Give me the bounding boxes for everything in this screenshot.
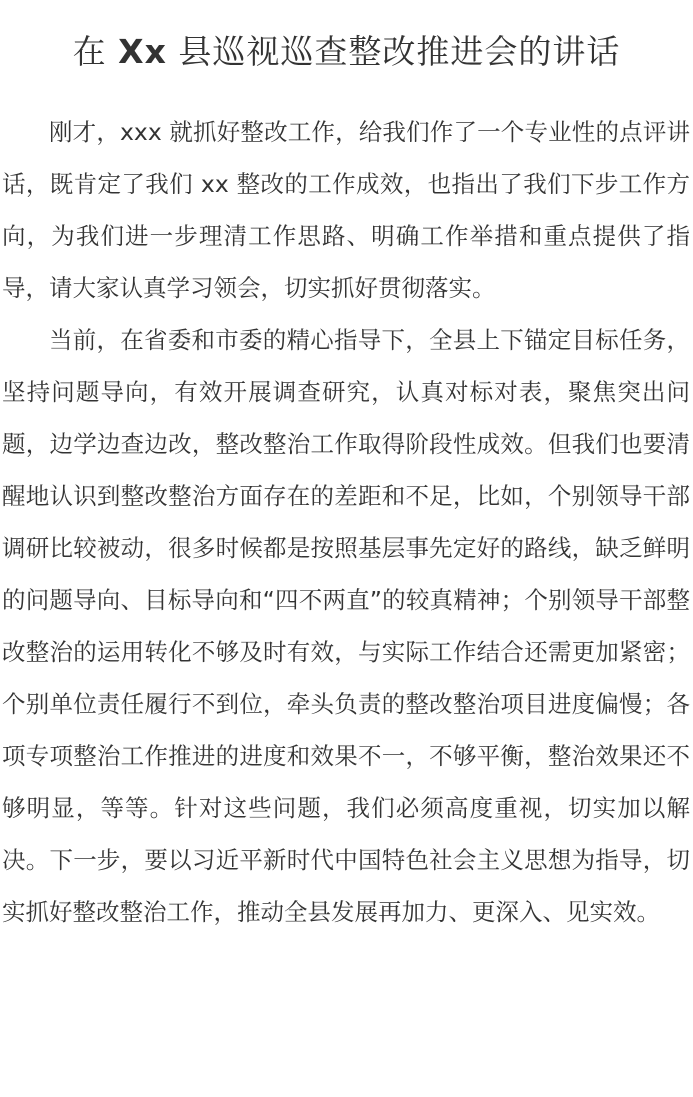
paragraph-1: 刚才，xxx 就抓好整改工作，给我们作了一个专业性的点评讲话，既肯定了我们 xx 整改的工作成效，也指出了我们下步工作方向，为我们进一步理清工作思路、明确工作举措和重点提供了指导，请大家认真学习领会，切实抓好贯彻落实。 bbox=[2, 118, 690, 302]
document-title bbox=[0, 28, 693, 76]
document-body bbox=[2, 106, 690, 938]
title-suffix: 县巡视巡查整改推进会的讲话 bbox=[166, 32, 621, 71]
paragraph-2: 当前，在省委和市委的精心指导下，全县上下锚定目标任务，坚持问题导向，有效开展调查研究，认真对标对表，聚焦突出问题，边学边查边改，整改整治工作取得阶段性成效。但我们也要清醒地认识到整改整治方面存在的差距和不足，比如，个别领导干部调研比较被动，很多时候都是按照基层事先定好的路线，缺乏鲜明的问题导向、目标导向和“四不两直”的较真精神；个别领导干部整改整治的运用转化不够及时有效，与实际工作结合还需更加紧密；个别单位责任履行不到位，牵头负责的整改整治项目进度偏慢；各项专项整治工作推进的进度和效果不一，不够平衡，整治效果还不够明显，等等。针对这些问题，我们必须高度重视，切实加以解决。下一步，要以习近平新时代中国特色社会主义思想为指导，切实抓好整改整治工作，推动全县发展再加力、更深入、见实效。 bbox=[2, 326, 690, 926]
title-en: Xx bbox=[118, 32, 167, 71]
title-prefix: 在 bbox=[72, 32, 119, 71]
